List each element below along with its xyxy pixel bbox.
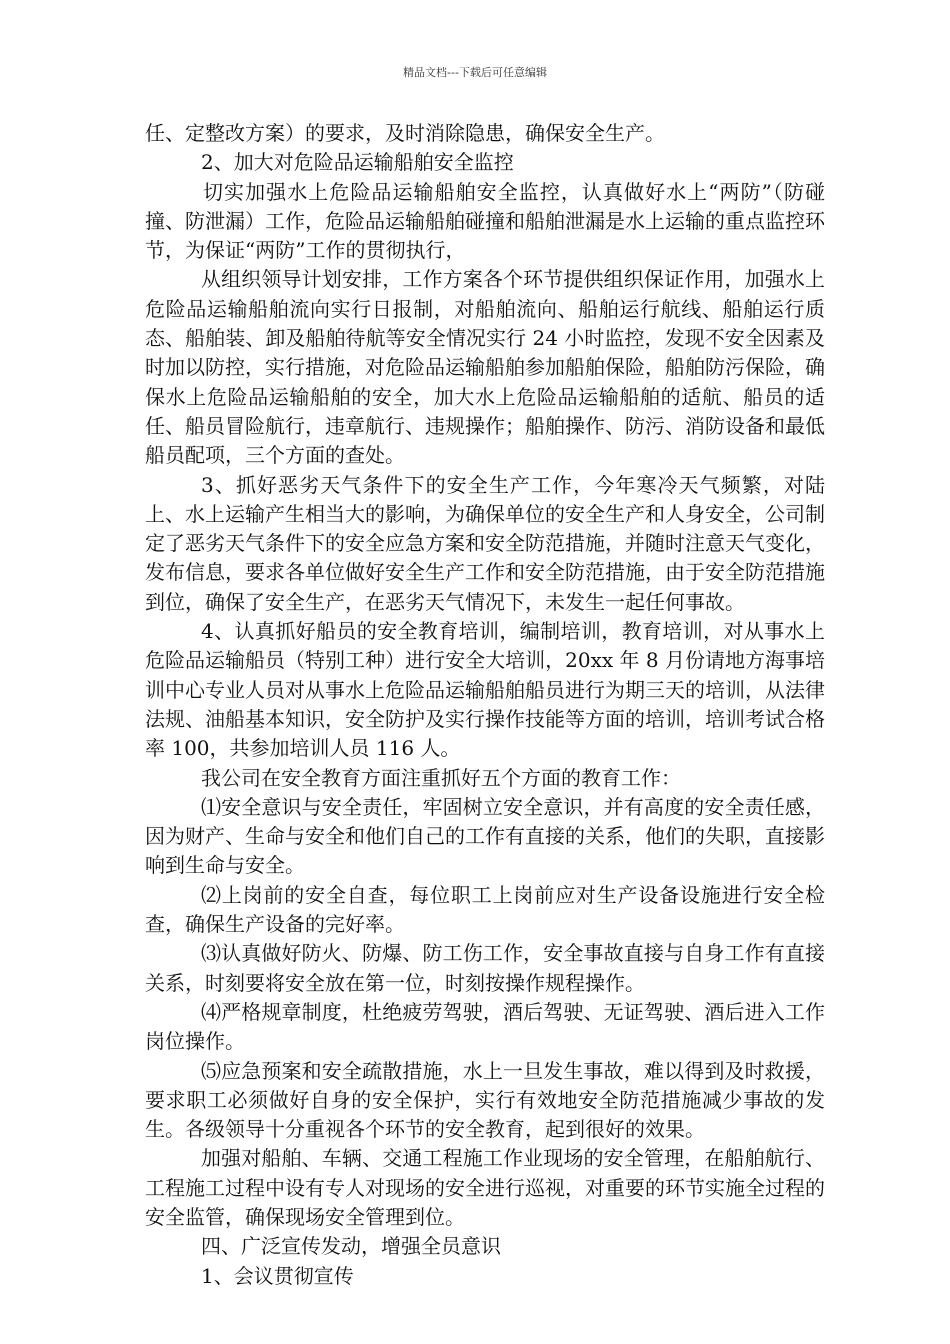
section-heading-publicity: 四、广泛宣传发动，增强全员意识 [201,1234,501,1259]
section-heading-hazmat-monitoring: 2、加大对危险品运输船舶安全监控 [201,150,514,175]
paragraph-bad-weather: 3、抓好恶劣天气条件下的安全生产工作，今年寒冷天气频繁，对陆上、水上运输产生相当大的影响，为确保单位的安全生产和人身安全，公司制定了恶劣天气条件下的安全应急方案和安全防范措施，并随时注意天气变化，发布信息，要求各单位做好安全生产工作和安全防范措施，由于安全防范措施到位，确保了安全生产，在恶劣天气情况下，未发生一起任何事故。 [145,472,825,614]
paragraph-two-prevention: 切实加强水上危险品运输船舶安全监控，认真做好水上“两防”（防碰撞、防泄漏）工作，危险品运输船舶碰撞和船舶泄漏是水上运输的重点监控环节，为保证“两防”工作的贯彻执行， [145,179,825,263]
paragraph-site-management: 加强对船舶、车辆、交通工程施工作业现场的安全管理，在船舶航行、工程施工过程中设有专人对现场的安全进行巡视，对重要的环节实施全过程的安全监管，确保现场安全管理到位。 [145,1146,825,1229]
subsection-heading-meetings: 1、会议贯彻宣传 [201,1263,354,1288]
paragraph-continuation: 任、定整改方案）的要求，及时消除隐患，确保安全生产。 [145,121,665,145]
list-item-education-3: ⑶认真做好防火、防爆、防工伤工作，安全事故直接与自身工作有直接关系，时刻要将安全放在第一位，时刻按操作规程操作。 [145,941,825,995]
paragraph-organization-monitoring: 从组织领导计划安排，工作方案各个环节提供组织保证作用，加强水上危险品运输船舶流向实行日报制，对船舶流向、船舶运行航线、船舶运行质态、船舶装、卸及船舶待航等安全情况实行 24 小时监控，发现不安全因素及时加以防控，实行措施，对危险品运输船舶参加船舶保险，船舶防污保险，确保水上危险品运输船舶的安全，加大水上危险品运输船舶的适航、船员的适任、船员冒险航行，违章航行、违规操作；船舶操作、防污、消防设备和最低船员配项，三个方面的查处。 [145,267,825,468]
paragraph-crew-training: 4、认真抓好船员的安全教育培训，编制培训，教育培训，对从事水上危险品运输船员（特别工种）进行安全大培训，20xx 年 8 月份请地方海事培训中心专业人员对从事水上危险品运输船舶船员进行为期三天的培训，从法律法规、油船基本知识，安全防护及实行操作技能等方面的培训，培训考试合格率 100，共参加培训人员 116 人。 [145,619,825,761]
document-body [145,119,825,1291]
list-item-education-4: ⑷严格规章制度，杜绝疲劳驾驶，酒后驾驶、无证驾驶、酒后进入工作岗位操作。 [145,999,825,1054]
list-item-education-1: ⑴安全意识与安全责任，牢固树立安全意识，并有高度的安全责任感，因为财产、生命与安全和他们自己的工作有直接的关系，他们的失职，直接影响到生命与安全。 [145,794,825,878]
list-item-education-5: ⑸应急预案和安全疏散措施，水上一旦发生事故，难以得到及时救援，要求职工必须做好自身的安全保护，实行有效地安全防范措施减少事故的发生。各级领导十分重视各个环节的安全教育，起到很好的效果。 [145,1058,825,1142]
paragraph-education-intro: 我公司在安全教育方面注重抓好五个方面的教育工作： [201,765,681,790]
list-item-education-2: ⑵上岗前的安全自查，每位职工上岗前应对生产设备设施进行安全检查，确保生产设备的完好率。 [145,882,825,937]
page-header-watermark: 精品文档---下载后可任意编辑 [403,66,547,79]
